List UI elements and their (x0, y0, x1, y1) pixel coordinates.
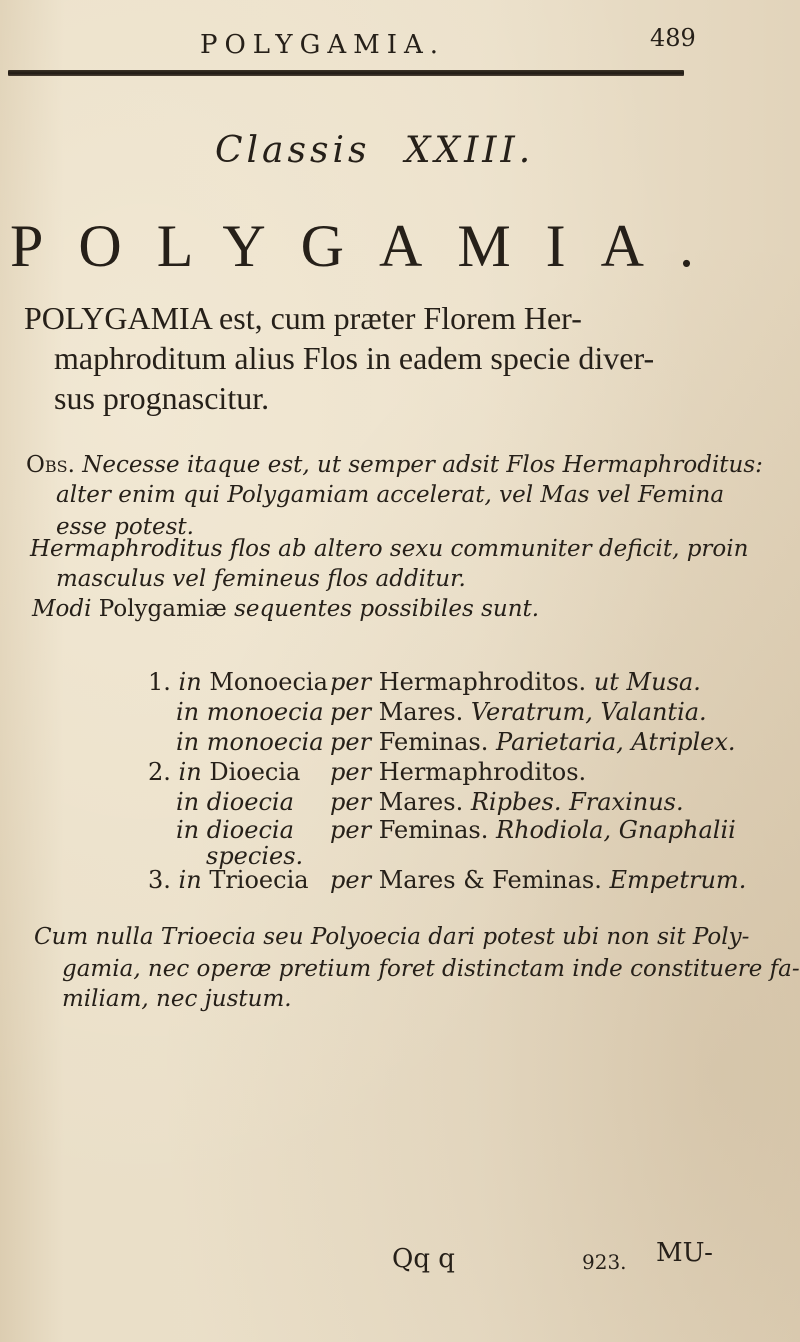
mode-per: per (330, 698, 372, 726)
mode-what: Feminas. (378, 728, 489, 756)
mode-1c-right (330, 728, 736, 756)
closing-line-3: miliam, nec justum. (62, 986, 292, 1012)
mode-where: Dioecia (209, 758, 301, 786)
mode-2c-left: in dioecia (176, 816, 294, 844)
observation-line-5: masculus vel femineus flos additur. (56, 566, 466, 592)
mode-per: per (330, 758, 372, 786)
mode-number: 2. (148, 758, 171, 786)
mode-2-right (330, 758, 586, 786)
obs-text-1: Necesse itaque est, ut semper adsit Flos Hermaphroditus: (82, 452, 763, 478)
mode-what: Hermaphroditos. (378, 668, 587, 696)
mode-2-left (148, 758, 300, 786)
mode-what: Feminas. (378, 816, 489, 844)
mode-1b-right (330, 698, 707, 726)
modi-line (32, 596, 539, 622)
obs-label: Obs. (26, 452, 75, 478)
observation-line-3: esse potest. (56, 514, 194, 540)
mode-example: Ripbes. Fraxinus. (470, 788, 684, 816)
mode-2c-right (330, 816, 736, 844)
header-rule (8, 70, 684, 76)
mode-number: 3. (148, 866, 171, 894)
mode-per: per (330, 668, 372, 696)
mode-2b-left: in dioecia (176, 788, 294, 816)
mode-3-left (148, 866, 309, 894)
mode-what: Mares. (378, 788, 464, 816)
mode-per: per (330, 816, 372, 844)
mode-where: Trioecia (209, 866, 309, 894)
definition-line-2: maphroditum alius Flos in eadem specie diver- (54, 340, 655, 376)
modi-polygamiae: Polygamiæ (98, 596, 227, 622)
mode-3-right (330, 866, 746, 894)
mode-example: Veratrum, Valantia. (470, 698, 707, 726)
mode-per: per (330, 866, 372, 894)
closing-line-2: gamia, nec operæ pretium foret distinctam inde constituere fa- (62, 956, 800, 982)
mode-1b-left: in monoecia (176, 698, 324, 726)
mode-per: per (330, 788, 372, 816)
mode-number: 1. (148, 668, 171, 696)
mode-1-right (330, 668, 701, 696)
running-title: POLYGAMIA. (200, 30, 446, 60)
mode-example: Parietaria, Atriplex. (496, 728, 736, 756)
mode-example: Rhodiola, Gnaphalii (496, 816, 736, 844)
modi-word: Modi (32, 596, 92, 622)
mode-where: Monoecia (209, 668, 328, 696)
mode-what: Hermaphroditos. (378, 758, 587, 786)
mode-example: Empetrum. (609, 866, 747, 894)
definition-line-3: sus prognascitur. (54, 380, 270, 416)
signature-mark: Qq q (392, 1244, 455, 1274)
mode-prep: in (178, 866, 202, 894)
catchword: MU- (656, 1238, 713, 1268)
class-label: Classis (215, 130, 371, 171)
class-heading (215, 130, 534, 171)
mode-per: per (330, 728, 372, 756)
mode-what: Mares & Feminas. (378, 866, 602, 894)
observation-line-4: Hermaphroditus flos ab altero sexu communiter deficit, proin (30, 536, 749, 562)
mode-prep: in (178, 668, 202, 696)
mode-2b-right (330, 788, 684, 816)
mode-example: ut Musa. (593, 668, 701, 696)
mode-1-left (148, 668, 328, 696)
mode-what: Mares. (378, 698, 464, 726)
mode-species: species. (206, 842, 304, 870)
page-number: 489 (650, 24, 696, 52)
class-numeral: XXIII. (404, 130, 535, 171)
mode-1c-left: in monoecia (176, 728, 324, 756)
footer-note: 923. (582, 1250, 627, 1274)
mode-prep: in (178, 758, 202, 786)
observation-line-2: alter enim qui Polygamiam accelerat, vel Mas vel Femina (56, 482, 725, 508)
closing-line-1: Cum nulla Trioecia seu Polyoecia dari potest ubi non sit Poly- (34, 924, 750, 950)
modi-rest: sequentes possibiles sunt. (234, 596, 540, 622)
definition-line-1: POLYGAMIA est, cum præter Florem Her- (24, 300, 582, 336)
page-title: POLYGAMIA. (10, 213, 729, 279)
observation-line-1 (26, 452, 763, 478)
